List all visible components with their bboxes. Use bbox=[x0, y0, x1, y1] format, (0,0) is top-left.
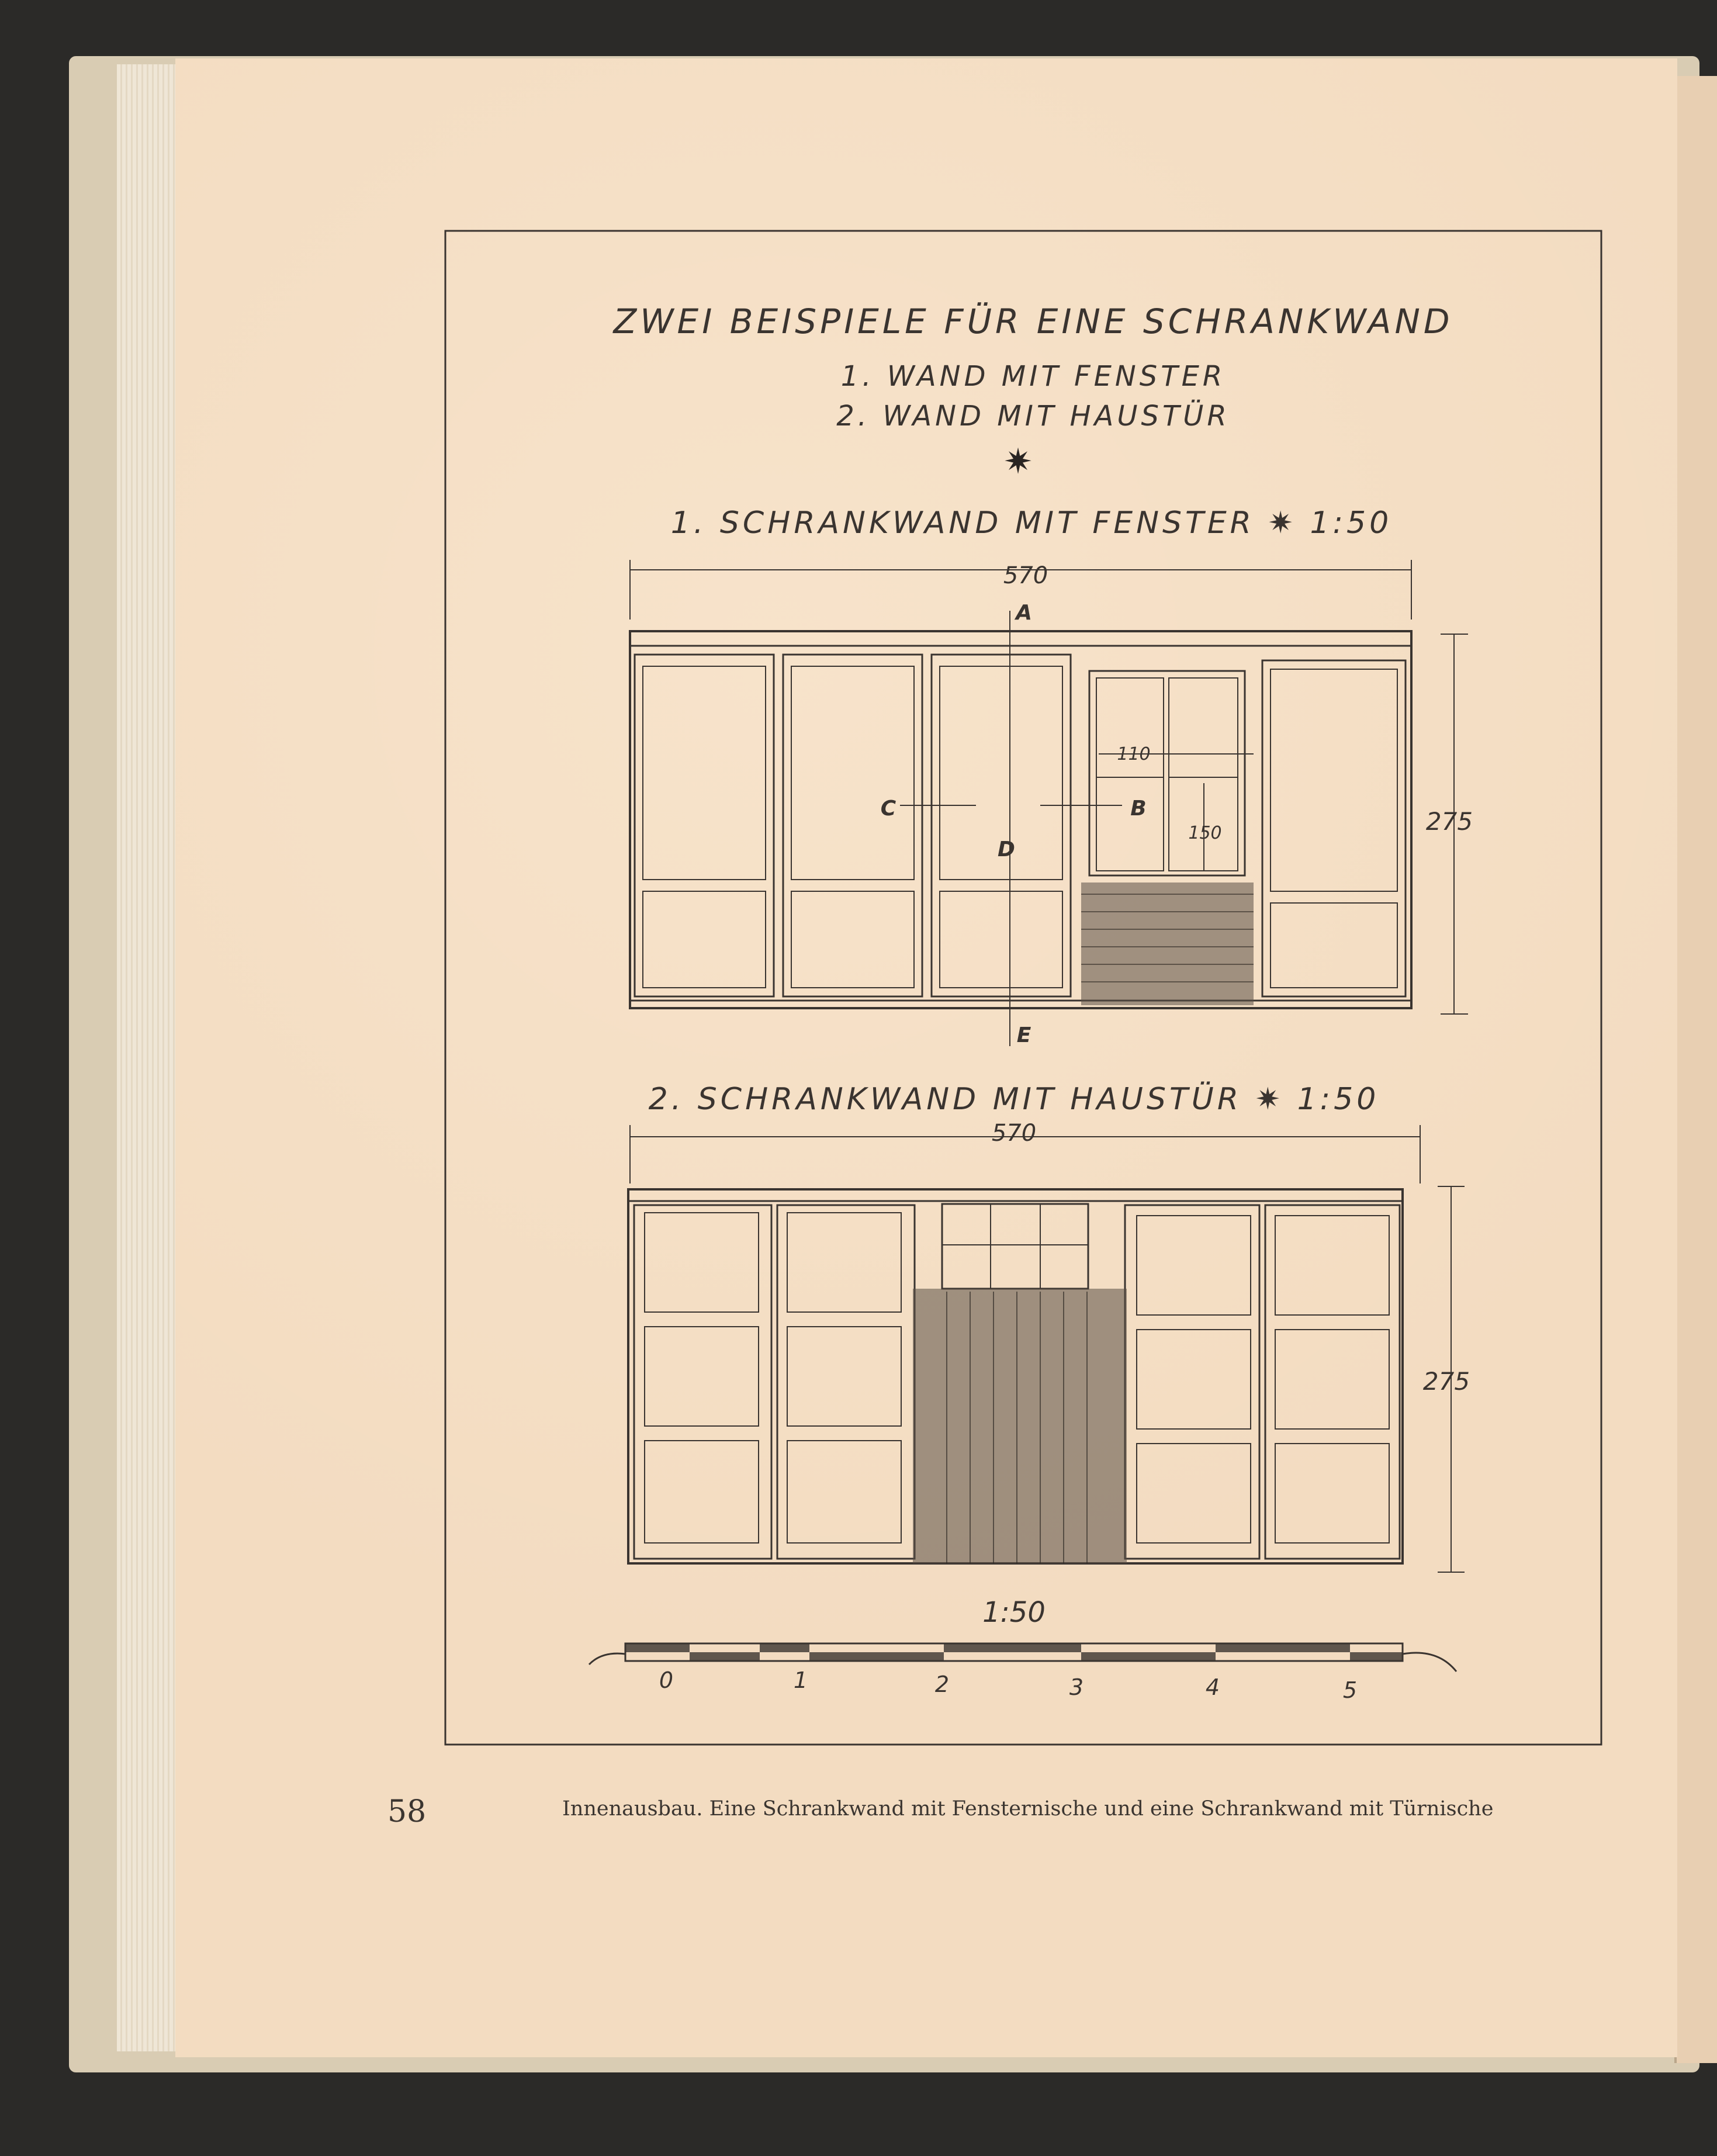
sill-hatching bbox=[1081, 883, 1254, 1005]
section-1-height: 275 bbox=[1425, 807, 1473, 836]
marker-a: A bbox=[1016, 601, 1032, 625]
section-2-heading: 2. SCHRANKWAND MIT HAUSTÜR ✷ 1:50 bbox=[648, 1082, 1380, 1117]
section-1-width: 570 bbox=[1003, 562, 1048, 589]
scale-tick-0: 0 bbox=[659, 1667, 674, 1693]
star-ornament: ✷ bbox=[1003, 441, 1033, 482]
subtitle-2: 2. WAND MIT HAUSTÜR bbox=[836, 400, 1230, 432]
marker-b: B bbox=[1130, 797, 1147, 821]
scale-tick-1: 1 bbox=[793, 1667, 808, 1693]
marker-e: E bbox=[1016, 1023, 1031, 1047]
scale-bar bbox=[589, 1643, 1456, 1671]
scale-tick-2: 2 bbox=[934, 1671, 950, 1697]
section-2-width: 570 bbox=[991, 1120, 1037, 1147]
window-width-dim: 110 bbox=[1117, 744, 1151, 764]
section-2-height: 275 bbox=[1422, 1367, 1470, 1396]
scale-label: 1:50 bbox=[982, 1596, 1046, 1629]
front-door bbox=[913, 1289, 1127, 1563]
section-1-drawing bbox=[630, 560, 1468, 1046]
scale-tick-5: 5 bbox=[1342, 1677, 1358, 1703]
scale-tick-4: 4 bbox=[1205, 1674, 1220, 1700]
scale-tick-3: 3 bbox=[1069, 1674, 1084, 1700]
marker-d: D bbox=[998, 838, 1015, 861]
drawing-title: ZWEI BEISPIELE FÜR EINE SCHRANKWAND bbox=[613, 302, 1453, 341]
section-1-heading: 1. SCHRANKWAND MIT FENSTER ✷ 1:50 bbox=[670, 506, 1393, 541]
figure-caption: Innenausbau. Eine Schrankwand mit Fensternische und eine Schrankwand mit Türnische bbox=[562, 1797, 1494, 1821]
window-height-dim: 150 bbox=[1188, 823, 1222, 843]
subtitle-1: 1. WAND MIT FENSTER bbox=[840, 360, 1226, 393]
page-number: 58 bbox=[387, 1794, 427, 1829]
marker-c: C bbox=[880, 797, 896, 821]
